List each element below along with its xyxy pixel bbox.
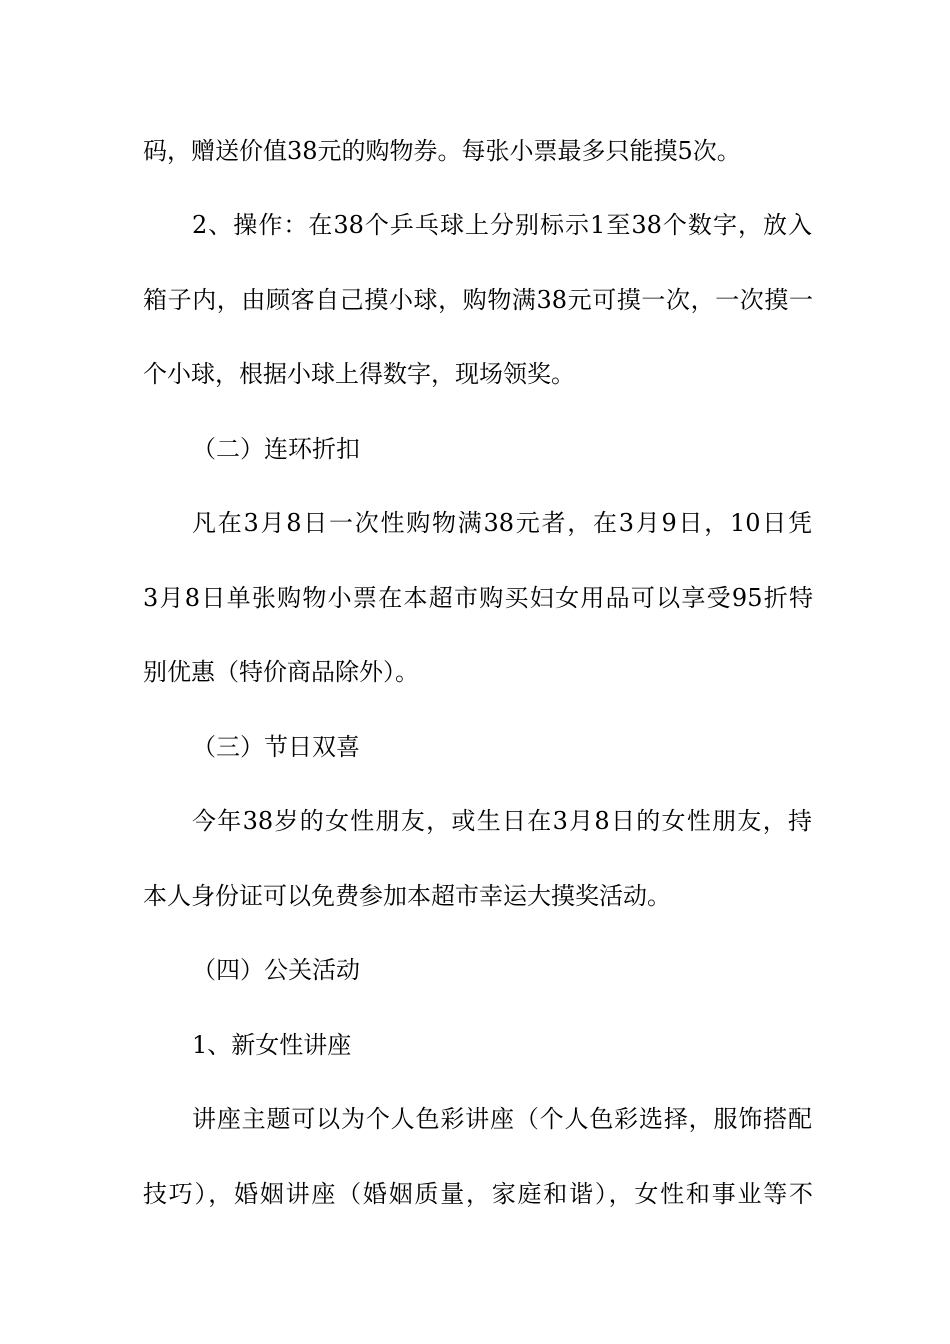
- body-text-line: 技巧），婚姻讲座（婚姻质量，家庭和谐），女性和事业等不: [143, 1180, 813, 1208]
- body-text-line: 别优惠（特价商品除外）。: [143, 658, 419, 686]
- body-text-line: 讲座主题可以为个人色彩讲座（个人色彩选择，服饰搭配: [192, 1105, 812, 1133]
- body-text-line: 凡在3月8日一次性购物满38元者，在3月9日，10日凭: [192, 509, 812, 537]
- section-heading: （二）连环折扣: [192, 435, 360, 463]
- body-text-line: 箱子内，由顾客自己摸小球，购物满38元可摸一次，一次摸一: [143, 286, 813, 314]
- section-heading: （三）节日双喜: [192, 733, 360, 761]
- body-text-line: 今年38岁的女性朋友，或生日在3月8日的女性朋友，持: [192, 807, 812, 835]
- subsection-heading: 1、新女性讲座: [192, 1031, 352, 1059]
- body-text-line: 本人身份证可以免费参加本超市幸运大摸奖活动。: [143, 882, 671, 910]
- body-text-line: 个小球，根据小球上得数字，现场领奖。: [143, 360, 575, 388]
- section-heading: （四）公关活动: [192, 956, 360, 984]
- body-text-line: 2、操作：在38个乒乓球上分别标示1至38个数字，放入: [192, 211, 812, 239]
- body-text-line: 3月8日单张购物小票在本超市购买妇女用品可以享受95折特: [143, 584, 813, 612]
- body-text-line: 码，赠送价值38元的购物券。每张小票最多只能摸5次。: [143, 137, 741, 165]
